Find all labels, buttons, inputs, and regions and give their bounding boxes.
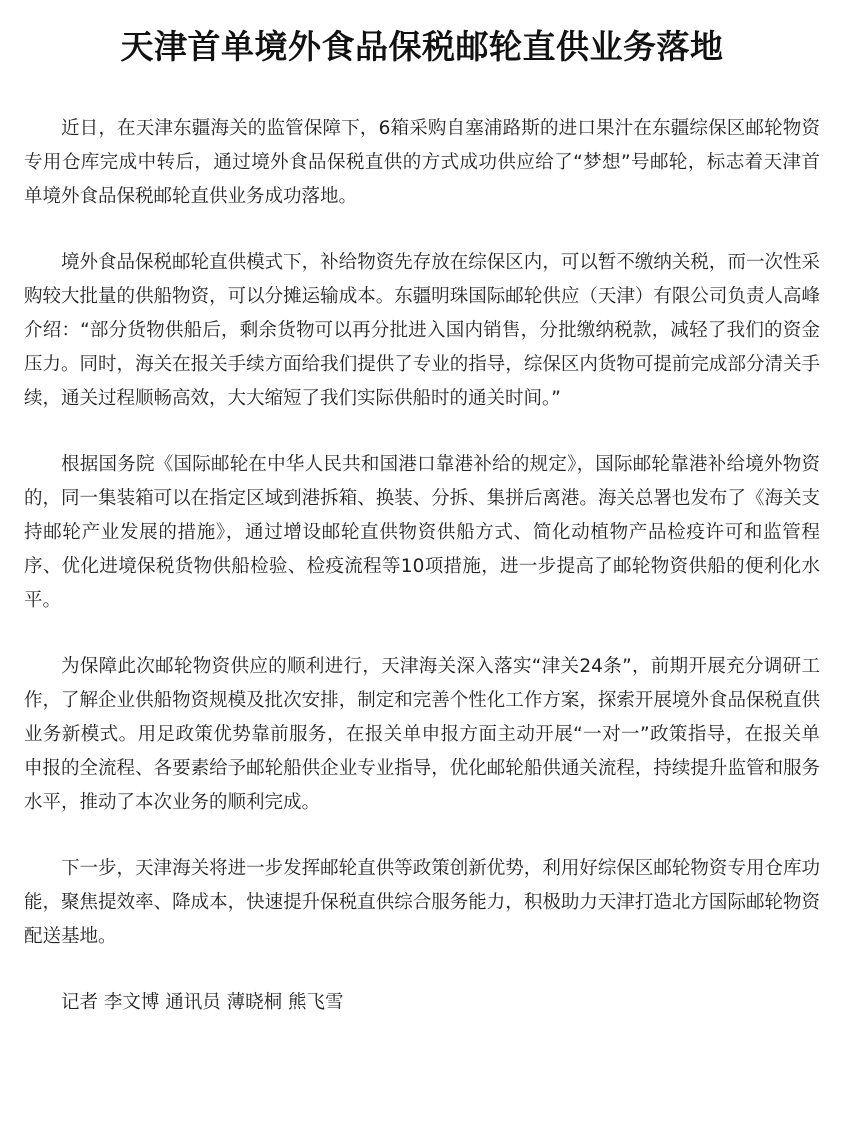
paragraph-1: 近日，在天津东疆海关的监管保障下，6箱采购自塞浦路斯的进口果汁在东疆综保区邮轮物资专用仓库完成中转后，通过境外食品保税直供的方式成功供应给了“梦想”号邮轮，标志着天津首单境外食品保税邮轮直供业务成功落地。: [24, 118, 820, 207]
article-body: [24, 112, 820, 1020]
article-title: 天津首单境外食品保税邮轮直供业务落地: [120, 27, 724, 66]
paragraph-5: 下一步，天津海关将进一步发挥邮轮直供等政策创新优势，利用好综保区邮轮物资专用仓库功能，聚焦提效率、降成本，快速提升保税直供综合服务能力，积极助力天津打造北方国际邮轮物资配送基地。: [24, 858, 820, 947]
paragraph-3: 根据国务院《国际邮轮在中华人民共和国港口靠港补给的规定》，国际邮轮靠港补给境外物资的，同一集装箱可以在指定区域到港拆箱、换装、分拆、集拼后离港。海关总署也发布了《海关支持邮轮产业发展的措施》，通过增设邮轮直供物资供船方式、简化动植物产品检疫许可和监管程序、优化进境保税货物供船检验、检疫流程等10项措施，进一步提高了邮轮物资供船的便利化水平。: [24, 454, 820, 611]
paragraph-2: 境外食品保税邮轮直供模式下，补给物资先存放在综保区内，可以暂不缴纳关税，而一次性采购较大批量的供船物资，可以分摊运输成本。东疆明珠国际邮轮供应（天津）有限公司负责人高峰介绍：“部分货物供船后，剩余货物可以再分批进入国内销售，分批缴纳税款，减轻了我们的资金压力。同时，海关在报关手续方面给我们提供了专业的指导，综保区内货物可提前完成部分清关手续，通关过程顺畅高效，大大缩短了我们实际供船时的通关时间。”: [24, 252, 820, 409]
paragraph-4: 为保障此次邮轮物资供应的顺利进行，天津海关深入落实“津关24条”，前期开展充分调研工作，了解企业供船物资规模及批次安排，制定和完善个性化工作方案，探索开展境外食品保税直供业务新模式。用足政策优势靠前服务，在报关单申报方面主动开展“一对一”政策指导，在报关单申报的全流程、各要素给予邮轮船供企业专业指导，优化邮轮船供通关流程，持续提升监管和服务水平，推动了本次业务的顺利完成。: [24, 656, 820, 813]
byline: 记者 李文博 通讯员 薄晓桐 熊飞雪: [61, 992, 344, 1013]
